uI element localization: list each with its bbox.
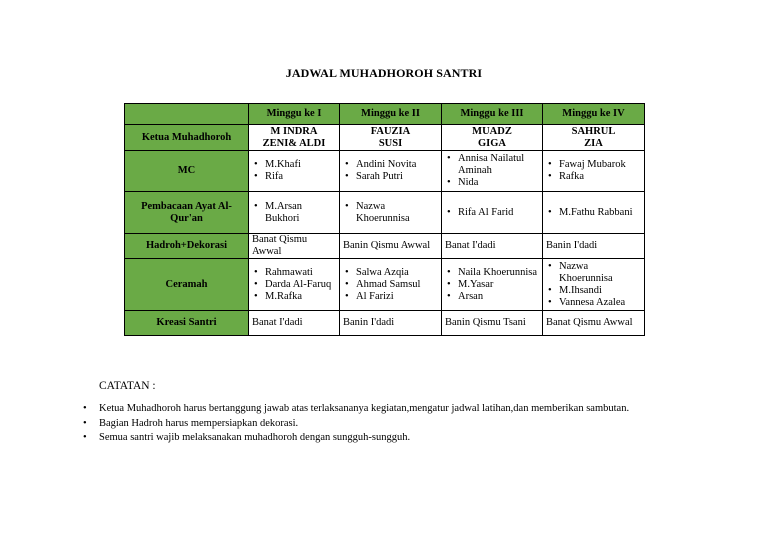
table-row-ceramah [125,259,645,311]
list-item: • M.Rafka [265,291,336,303]
list-item: • Darda Al-Faruq [265,279,336,291]
header-corner [125,104,249,125]
notes-list [99,402,739,446]
list-item: • Annisa Nailatul Aminah [458,153,539,177]
ketua-week-3 [442,125,543,151]
list-item: • Andini Novita [356,159,438,171]
kreasi-week-2: Banin I'dadi [340,311,442,336]
note-item: • Bagian Hadroh harus mempersiapkan dekorasi. [99,417,739,432]
kreasi-week-1: Banat I'dadi [249,311,340,336]
pembacaan-week-2 [340,192,442,234]
mc-week-1 [249,151,340,192]
cell-line: GIGA [477,137,506,149]
cell-line: ZIA [584,137,603,149]
hadroh-week-4: Banin I'dadi [543,234,645,259]
header-week-3: Minggu ke III [442,104,543,125]
list-item: • Salwa Azqia [356,267,438,279]
header-row [125,104,645,125]
table-row-ketua [125,125,645,151]
pembacaan-week-4 [543,192,645,234]
list-item: • Sarah Putri [356,171,438,183]
schedule-table [124,103,645,336]
row-label-ceramah: Ceramah [125,259,249,311]
ceramah-week-2 [340,259,442,311]
note-item: • Semua santri wajib melaksanakan muhadhoroh dengan sungguh-sungguh. [99,431,739,446]
ketua-week-1 [249,125,340,151]
list-item: • M.Arsan Bukhori [265,201,336,225]
list-item: • Rifa Al Farid [458,207,539,219]
cell-line: M INDRA [270,125,318,137]
cell-line: FAUZIA [370,125,411,137]
cell-line: MUADZ [472,125,512,137]
mc-week-3 [442,151,543,192]
list-item: • Ahmad Samsul [356,279,438,291]
hadroh-week-3: Banat I'dadi [442,234,543,259]
row-label-kreasi: Kreasi Santri [125,311,249,336]
table-row-pembacaan [125,192,645,234]
list-item: • Arsan [458,291,539,303]
cell-line: SAHRUL [571,125,616,137]
list-item: • Nazwa Khoerunnisa [559,261,641,285]
list-item: • M.Ihsandi [559,285,641,297]
list-item: • Naila Khoerunnisa [458,267,539,279]
ketua-week-4 [543,125,645,151]
pembacaan-week-3 [442,192,543,234]
ceramah-week-1 [249,259,340,311]
list-item: • M.Yasar [458,279,539,291]
mc-week-4 [543,151,645,192]
ceramah-week-4 [543,259,645,311]
list-item: • Rifa [265,171,336,183]
table-row-hadroh [125,234,645,259]
kreasi-week-4: Banat Qismu Awwal [543,311,645,336]
cell-line: SUSI [378,137,403,149]
notes-title: CATATAN : [99,380,156,392]
header-week-2: Minggu ke II [340,104,442,125]
list-item: • Rahmawati [265,267,336,279]
row-label-hadroh: Hadroh+Dekorasi [125,234,249,259]
row-label-mc: MC [125,151,249,192]
list-item: • Fawaj Mubarok [559,159,641,171]
row-label-ketua: Ketua Muhadhoroh [125,125,249,151]
list-item: • M.Fathu Rabbani [559,207,641,219]
table-row-mc [125,151,645,192]
header-week-1: Minggu ke I [249,104,340,125]
cell-line: ZENI& ALDI [262,137,326,149]
list-item: • Nida [458,177,539,189]
list-item: • Rafka [559,171,641,183]
ketua-week-2 [340,125,442,151]
header-week-4: Minggu ke IV [543,104,645,125]
row-label-pembacaan: Pembacaan Ayat Al-Qur'an [125,192,249,234]
mc-week-2 [340,151,442,192]
list-item: • Vannesa Azalea [559,297,641,309]
list-item: • Al Farizi [356,291,438,303]
hadroh-week-2: Banin Qismu Awwal [340,234,442,259]
list-item: • M.Khafi [265,159,336,171]
note-item: • Ketua Muhadhoroh harus bertanggung jawab atas terlaksananya kegiatan,mengatur jadwal latihan,dan memberikan sambutan. [99,402,739,417]
hadroh-week-1: Banat Qismu Awwal [249,234,340,259]
ceramah-week-3 [442,259,543,311]
pembacaan-week-1 [249,192,340,234]
kreasi-week-3: Banin Qismu Tsani [442,311,543,336]
list-item: • Nazwa Khoerunnisa [356,201,438,225]
page-title: JADWAL MUHADHOROH SANTRI [285,66,483,80]
table-row-kreasi [125,311,645,336]
